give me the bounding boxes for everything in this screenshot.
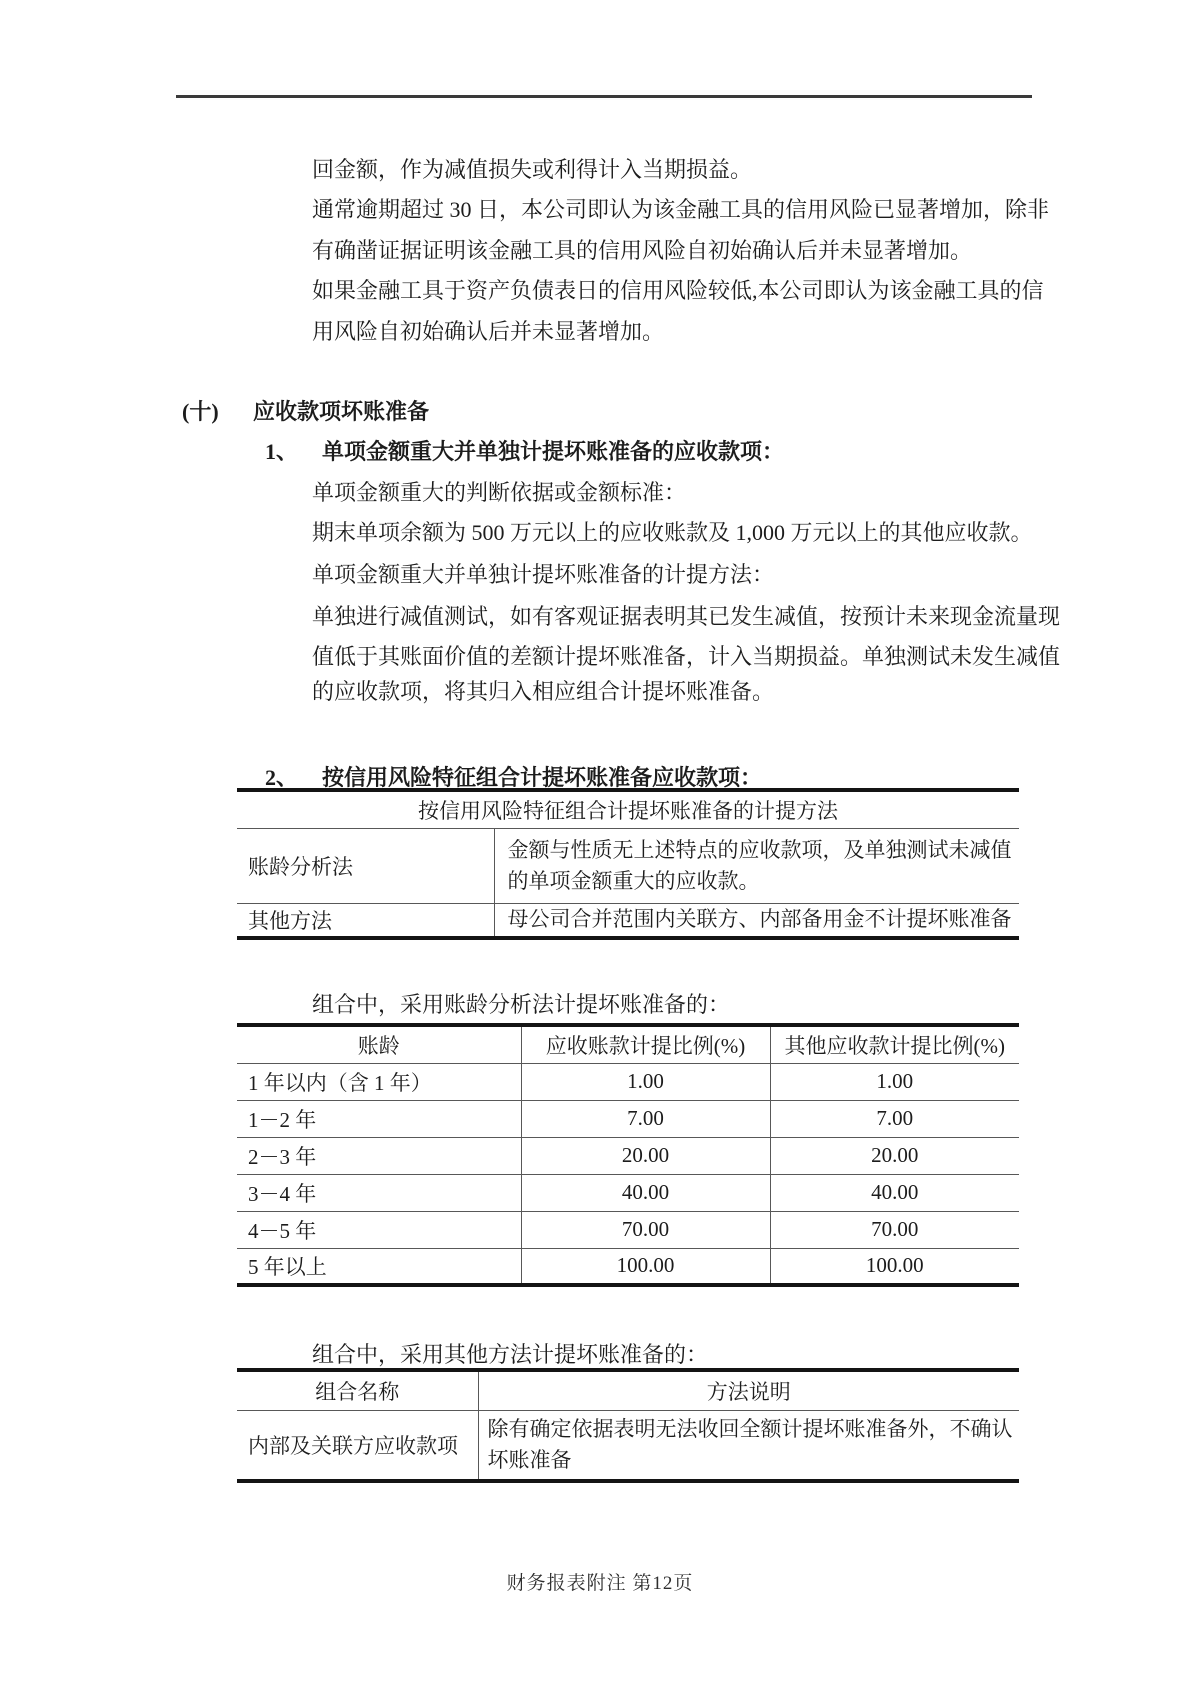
paragraph-line: 单项金额重大并单独计提坏账准备的计提方法： <box>312 562 775 587</box>
aging-label-cell: 3－4 年 <box>237 1174 521 1211</box>
ratio-cell: 7.00 <box>521 1100 770 1137</box>
ratio-cell: 1.00 <box>521 1063 770 1100</box>
aging-table <box>237 1023 1019 1287</box>
column-header: 账龄 <box>237 1025 521 1063</box>
section-marker: (十) <box>182 399 219 424</box>
table-row <box>237 1248 1019 1285</box>
method-desc-line: 母公司合并范围内关联方、内部备用金不计提坏账准备 <box>507 907 1012 932</box>
method-desc-cell <box>494 903 1019 938</box>
page-footer: 财务报表附注 第12页 <box>506 1573 694 1594</box>
other-table-wrapper <box>237 1368 1019 1483</box>
aging-label-cell: 5 年以上 <box>248 1254 327 1279</box>
ratio-cell: 7.00 <box>770 1100 1019 1137</box>
group-desc-cell <box>478 1410 1019 1481</box>
paragraph-line: 单独进行减值测试，如有客观证据表明其已发生减值，按预计未来现金流量现 <box>312 604 1061 629</box>
column-header: 应收账款计提比例(%) <box>521 1025 770 1063</box>
paragraph-line: 通常逾期超过 30 日，本公司即认为该金融工具的信用风险已显著增加，除非 <box>312 197 1050 222</box>
aging-table-intro: 组合中，采用账龄分析法计提坏账准备的： <box>312 992 731 1017</box>
method-name-cell: 其他方法 <box>248 908 332 933</box>
ratio-cell: 40.00 <box>770 1174 1019 1211</box>
method-name-cell: 账龄分析法 <box>237 828 494 903</box>
table-row <box>237 1174 1019 1211</box>
method-desc-line: 金额与性质无上述特点的应收款项，及单独测试未减值 <box>507 837 1012 862</box>
header-rule <box>176 95 1032 98</box>
subsection-1-number: 1、 <box>265 439 299 464</box>
column-header: 组合名称 <box>237 1370 478 1410</box>
ratio-cell: 100.00 <box>521 1248 770 1285</box>
aging-label-cell: 2－3 年 <box>237 1137 521 1174</box>
method-table-span-header: 按信用风险特征组合计提坏账准备的计提方法 <box>237 790 1019 828</box>
other-table <box>237 1368 1019 1483</box>
paragraph-line: 用风险自初始确认后并未显著增加。 <box>312 319 665 344</box>
other-table-intro: 组合中，采用其他方法计提坏账准备的： <box>312 1342 709 1367</box>
ratio-cell: 100.00 <box>770 1248 1019 1285</box>
method-table <box>237 788 1019 940</box>
paragraph-line: 如果金融工具于资产负债表日的信用风险较低,本公司即认为该金融工具的信 <box>312 278 1044 303</box>
ratio-cell: 20.00 <box>770 1137 1019 1174</box>
paragraph-line: 单项金额重大的判断依据或金额标准： <box>312 480 687 505</box>
aging-label-cell: 4－5 年 <box>237 1211 521 1248</box>
group-name-cell: 内部及关联方应收款项 <box>248 1433 458 1458</box>
column-header: 其他应收款计提比例(%) <box>770 1025 1019 1063</box>
ratio-cell: 1.00 <box>770 1063 1019 1100</box>
column-header: 方法说明 <box>478 1370 1019 1410</box>
ratio-cell: 70.00 <box>770 1211 1019 1248</box>
aging-label-cell: 1－2 年 <box>237 1100 521 1137</box>
paragraph-line: 的应收款项，将其归入相应组合计提坏账准备。 <box>312 679 775 704</box>
paragraph-line: 有确凿证据证明该金融工具的信用风险自初始确认后并未显著增加。 <box>312 238 973 263</box>
subsection-2-title: 按信用风险特征组合计提坏账准备应收款项： <box>322 765 763 790</box>
method-desc-cell <box>494 828 1019 903</box>
ratio-cell: 40.00 <box>521 1174 770 1211</box>
table-row <box>237 1410 1019 1481</box>
subsection-2-number: 2、 <box>265 765 299 790</box>
table-row <box>237 1063 1019 1100</box>
aging-table-wrapper <box>237 1023 1019 1287</box>
ratio-cell: 70.00 <box>521 1211 770 1248</box>
subsection-1-title: 单项金额重大并单独计提坏账准备的应收款项： <box>322 439 785 464</box>
group-desc-line: 坏账准备 <box>487 1447 572 1472</box>
paragraph-line: 期末单项余额为 500 万元以上的应收账款及 1,000 万元以上的其他应收款。 <box>312 520 1033 545</box>
table-row <box>237 1211 1019 1248</box>
aging-label-cell: 1 年以内（含 1 年） <box>237 1063 521 1100</box>
table-row <box>237 1100 1019 1137</box>
paragraph-line: 回金额，作为减值损失或利得计入当期损益。 <box>312 157 753 182</box>
ratio-cell: 20.00 <box>521 1137 770 1174</box>
section-title: 应收款项坏账准备 <box>253 399 430 424</box>
group-desc-line: 除有确定依据表明无法收回全额计提坏账准备外，不确认 <box>487 1416 1013 1441</box>
method-desc-line: 的单项金额重大的应收款。 <box>507 868 760 893</box>
method-table-wrapper <box>237 788 1019 940</box>
paragraph-line: 值低于其账面价值的差额计提坏账准备，计入当期损益。单独测试未发生减值 <box>312 644 1061 669</box>
table-row <box>237 1137 1019 1174</box>
